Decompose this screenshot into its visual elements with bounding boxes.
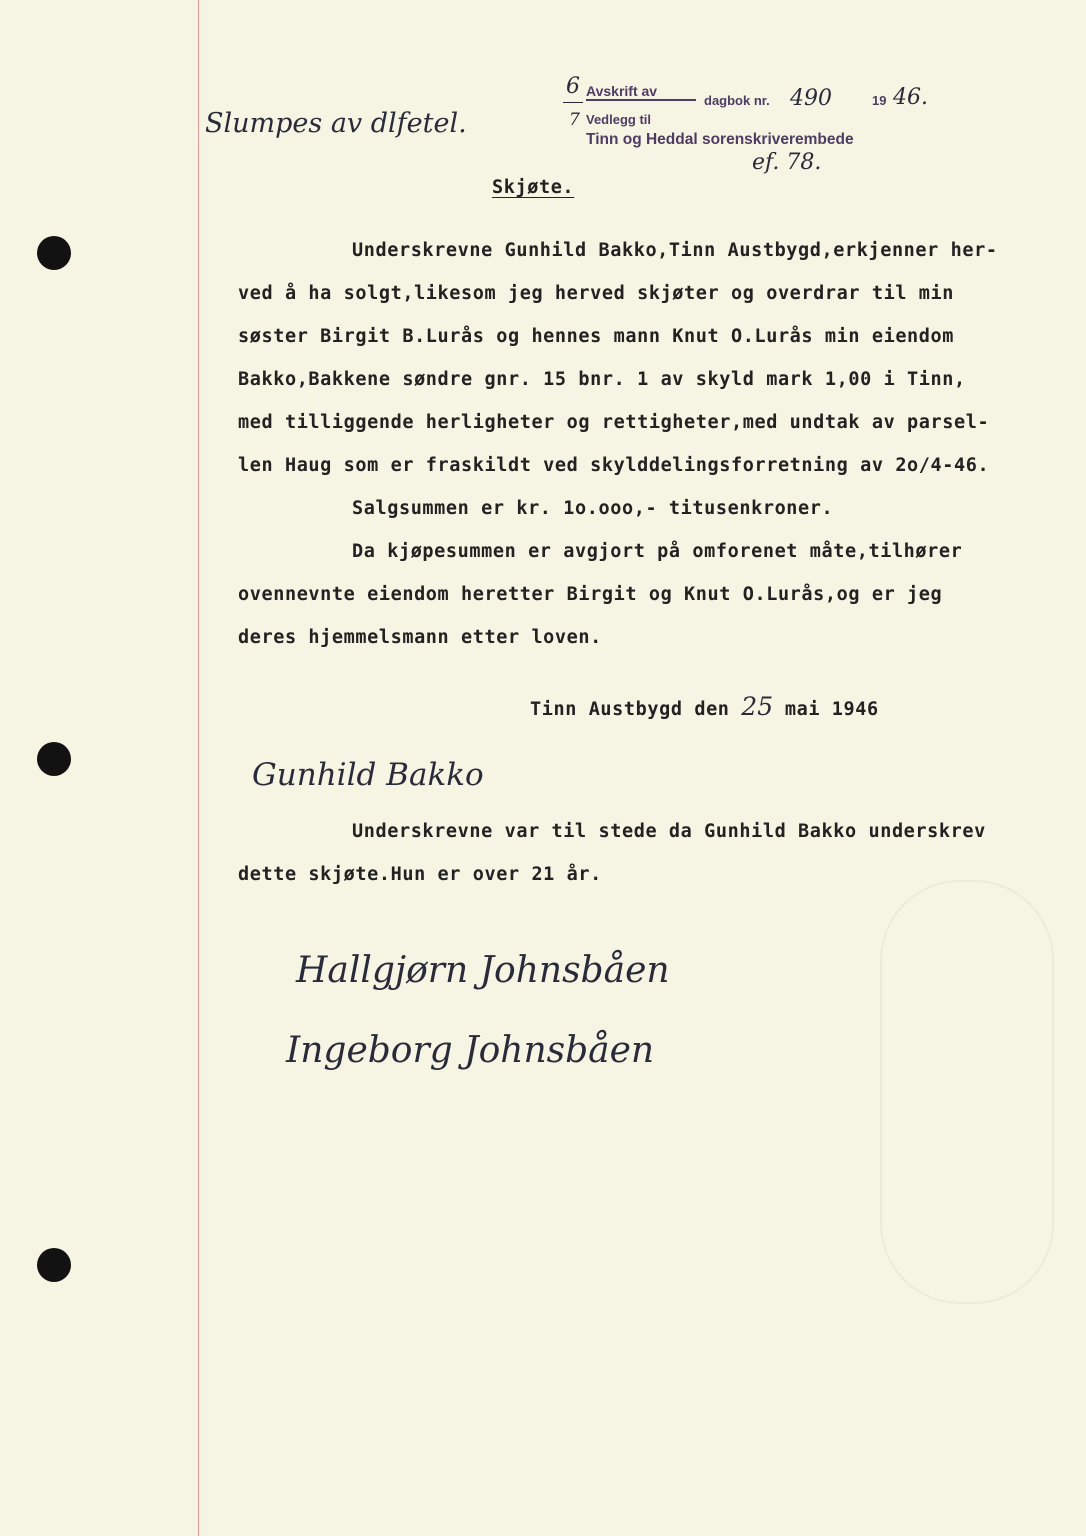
month-year: mai 1946 xyxy=(784,699,879,720)
fraction-bar xyxy=(563,102,583,103)
punch-hole xyxy=(37,1248,71,1282)
place: Tinn Austbygd den xyxy=(530,699,730,720)
stamp-fraction-top: 6 xyxy=(566,74,580,99)
stamp-strike xyxy=(586,99,696,101)
document-title: Skjøte. xyxy=(492,177,575,198)
watermark xyxy=(880,880,1054,1304)
punch-hole xyxy=(37,236,71,270)
body-line: Da kjøpesummen er avgjort på omforenet måte,tilhører xyxy=(352,541,963,562)
body-line: søster Birgit B.Lurås og hennes mann Knut O.Lurås min eiendom xyxy=(238,326,955,347)
body-line: ovennevnte eiendom heretter Birgit og Knut O.Lurås,og er jeg xyxy=(238,584,943,605)
stamp-note: ef. 78. xyxy=(752,150,822,175)
seller-signature: Gunhild Bakko xyxy=(252,757,484,793)
stamp-year-suffix: 46. xyxy=(893,85,928,110)
body-line: Bakko,Bakkene søndre gnr. 15 bnr. 1 av skyld mark 1,00 i Tinn, xyxy=(238,369,966,390)
witness-signature: Hallgjørn Johnsbåen xyxy=(296,950,670,991)
stamp-line1-label: Avskrift av xyxy=(586,83,658,99)
stamp-office: Tinn og Heddal sorenskriverembede xyxy=(586,131,854,148)
body-line: Underskrevne Gunhild Bakko,Tinn Austbygd,erkjenner her- xyxy=(352,240,998,261)
body-line: ved å ha solgt,likesom jeg herved skjøter og overdrar til min xyxy=(238,283,955,304)
punch-hole xyxy=(37,742,71,776)
stamp-dagbok-nr: 490 xyxy=(790,86,832,111)
margin-note: Slumpes av dlfetel. xyxy=(205,108,467,139)
witness-line: Underskrevne var til stede da Gunhild Bakko underskrev xyxy=(352,821,986,842)
body-line: len Haug som er fraskildt ved skylddelingsforretning av 2o/4-46. xyxy=(238,455,990,476)
stamp-line2-label: Vedlegg til xyxy=(586,112,652,127)
stamp-dagbok-label: dagbok nr. xyxy=(704,93,770,108)
body-line: deres hjemmelsmann etter loven. xyxy=(238,627,602,648)
stamp-year-prefix: 19 xyxy=(872,93,887,108)
place-date xyxy=(530,692,879,721)
body-line: med tilliggende herligheter og rettigheter,med undtak av parsel- xyxy=(238,412,990,433)
stamp-fraction-bottom: 7 xyxy=(569,110,580,130)
body-line: Salgsummen er kr. 1o.ooo,- titusenkroner. xyxy=(352,498,834,519)
witness-signature: Ingeborg Johnsbåen xyxy=(286,1030,655,1071)
witness-line: dette skjøte.Hun er over 21 år. xyxy=(238,864,602,885)
day-handwritten: 25 xyxy=(741,692,774,721)
margin-line xyxy=(198,0,199,1536)
